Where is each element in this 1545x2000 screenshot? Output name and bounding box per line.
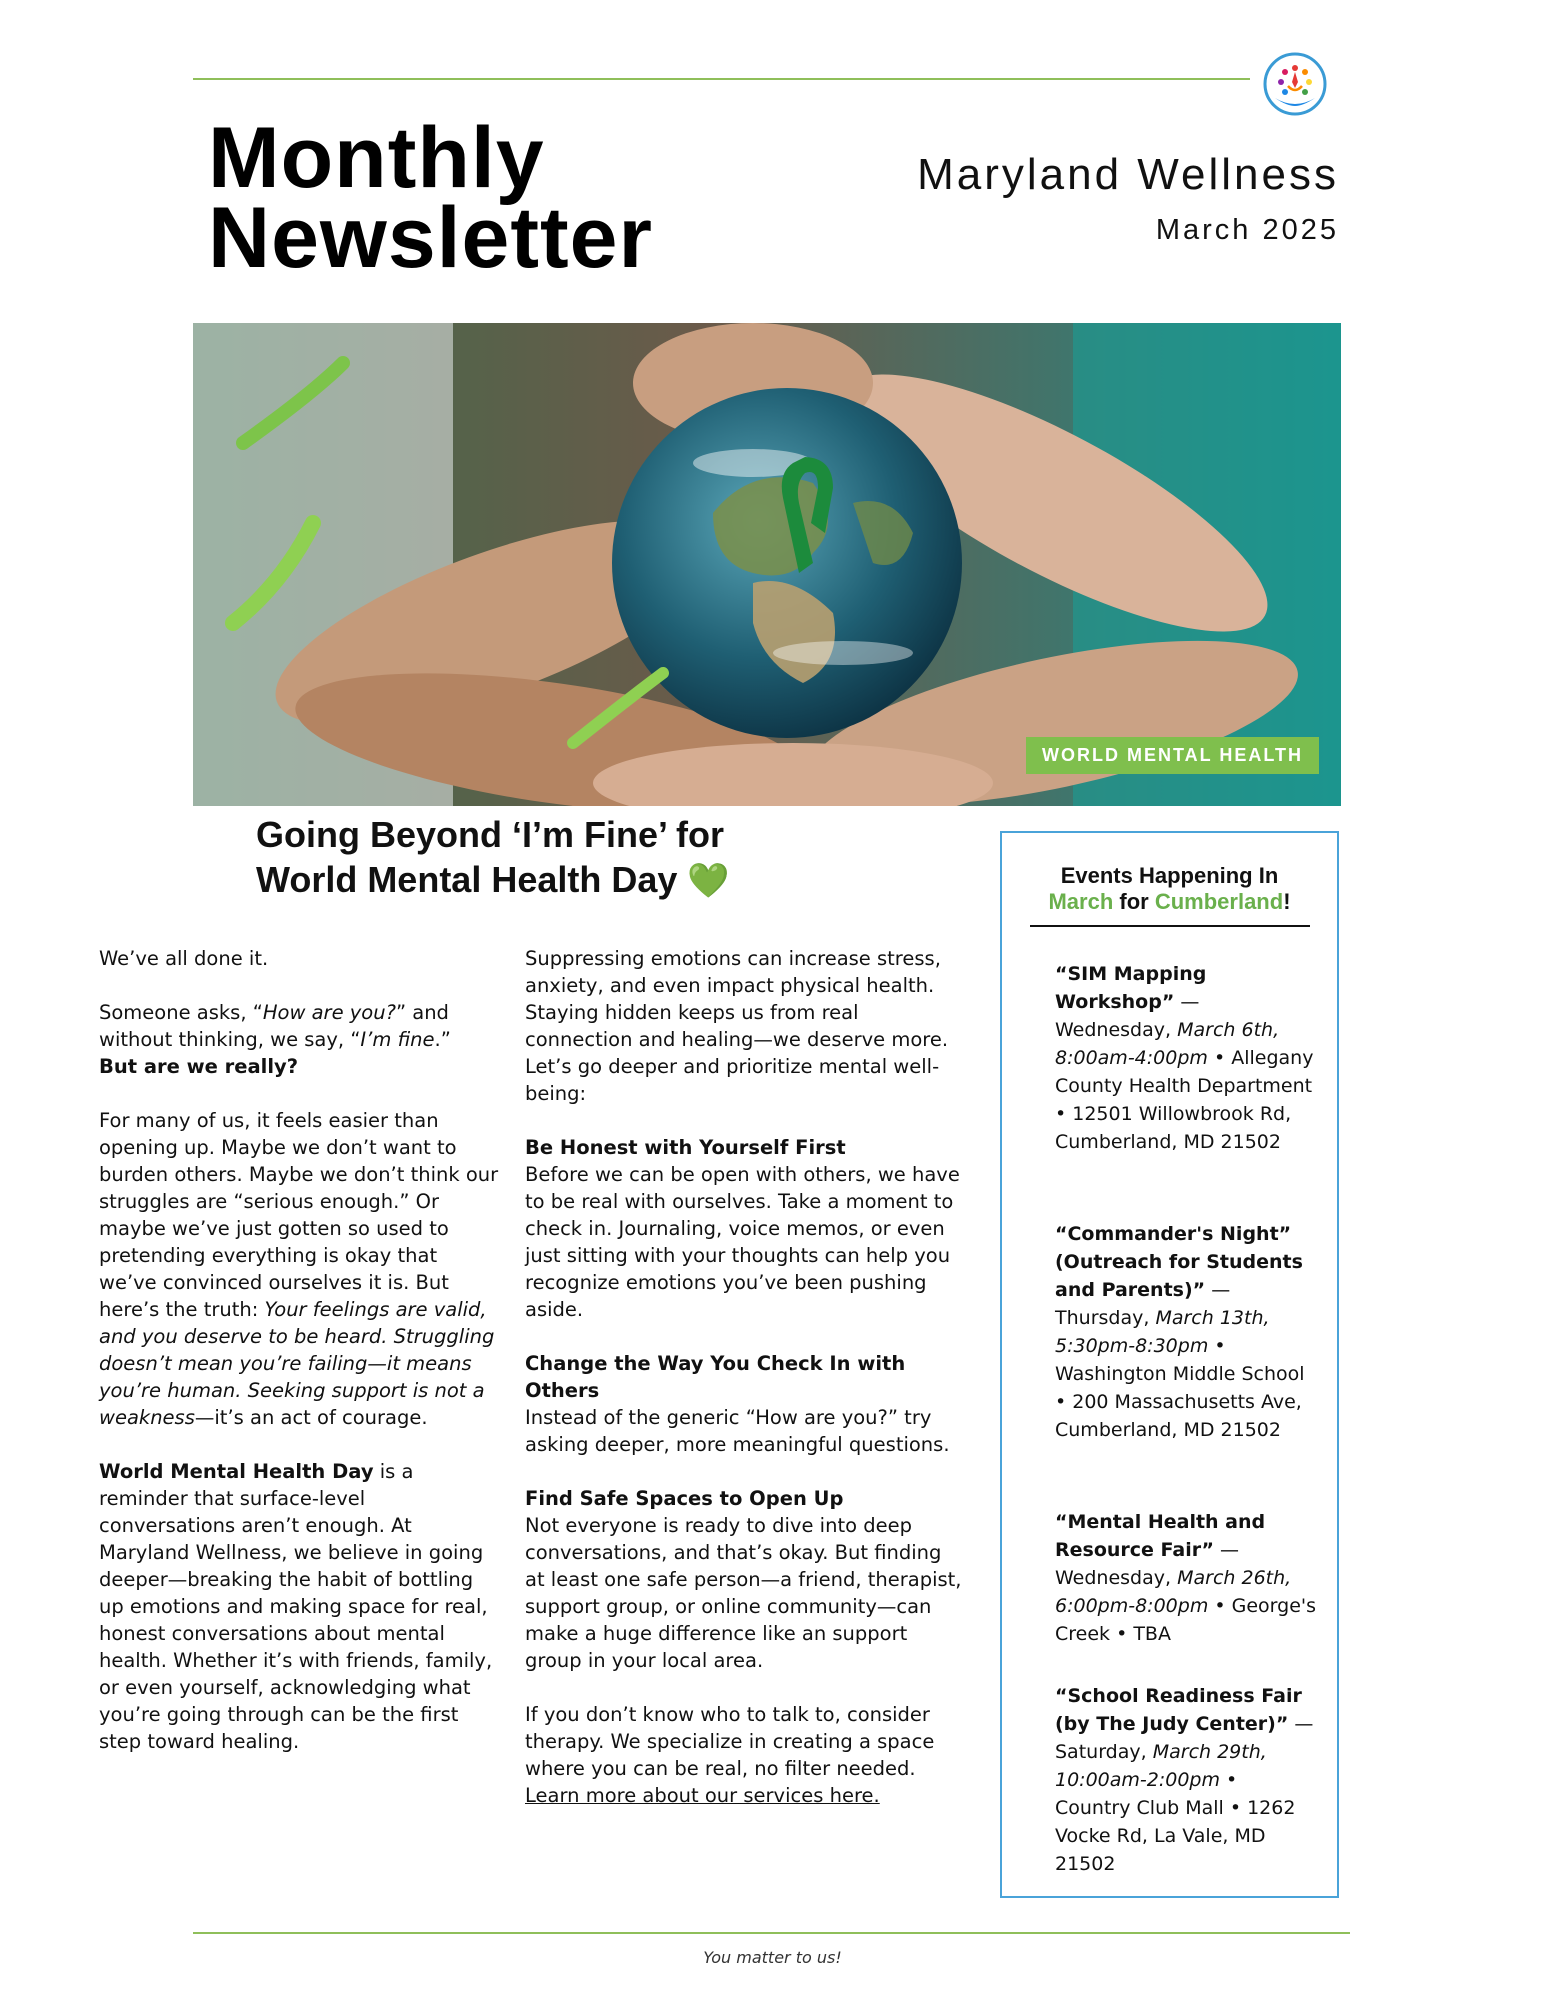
article-headline: [256, 812, 876, 904]
text: is a reminder that surface-level conversations aren’t enough. At Maryland Wellness, we believe in going deeper—breaking the habit of bottling up emotions and making space for real, honest conversations about mental health. Whether it’s with friends, family, or even yourself, acknowledging what you’re going through can be the first step toward healing.: [99, 1460, 493, 1753]
section-heading: Change the Way You Check In with Others: [525, 1352, 906, 1402]
text: !: [1283, 889, 1291, 914]
title-line-1: Monthly: [208, 110, 545, 206]
event-time: March 13th, 5:30pm-8:30pm: [1055, 1307, 1270, 1357]
event-time: March 26th, 6:00pm-8:00pm: [1055, 1567, 1292, 1617]
event-title: “SIM Mapping Workshop”: [1055, 963, 1207, 1013]
text: I’m fine: [360, 1028, 435, 1051]
organization-name: Maryland Wellness: [917, 150, 1339, 199]
section-heading: Find Safe Spaces to Open Up: [525, 1487, 844, 1510]
section-body: Before we can be open with others, we have to be real with ourselves. Take a moment to check in. Journaling, voice memos, or even just sitting with your thoughts can help you recognize emotions you’ve been pushing aside.: [525, 1163, 960, 1321]
text: Someone asks, “: [99, 1001, 263, 1024]
paragraph: [99, 1458, 499, 1755]
footer-tagline: You matter to us!: [703, 1948, 842, 1967]
text: for: [1113, 889, 1155, 914]
newsletter-title: [208, 110, 653, 286]
events-box: [1000, 831, 1339, 1898]
event-item: “Commander's Night” (Outreach for Students and Parents)” — Thursday, March 13th, 5:30pm-8:30pm • Washington Middle School • 200 Massachusetts Ave, Cumberland, MD 21502: [1055, 1223, 1305, 1441]
events-month: March: [1048, 889, 1114, 914]
title-line-2: Newsletter: [208, 190, 653, 286]
text: For many of us, it feels easier than opening up. Maybe we don’t want to burden others. Maybe we don’t think our struggles are “serious enough.” Or maybe we’ve just gotten so used to pretending everything is okay that we’ve convinced ourselves it is. But here’s the truth:: [99, 1109, 499, 1321]
event-location: Allegany County Health Department • 12501 Willowbrook Rd, Cumberland, MD 21502: [1055, 1047, 1314, 1153]
text: .”: [434, 1028, 451, 1051]
paragraph: We’ve all done it.: [99, 947, 269, 970]
logo-icon: [1263, 52, 1327, 116]
text: ” and without thinking, we say, “: [99, 1001, 449, 1051]
event-item: “School Readiness Fair (by The Judy Center)” — Saturday, March 29th, 10:00am-2:00pm • Country Club Mall • 1262 Vocke Rd, La Vale, MD 21502: [1055, 1685, 1314, 1875]
bottom-divider: [193, 1932, 1350, 1934]
paragraph: Suppressing emotions can increase stress, anxiety, and even impact physical health. Staying hidden keeps us from real connection and healing—we deserve more. Let’s go deeper and prioritize mental well-being:: [525, 947, 949, 1105]
event-location: Washington Middle School • 200 Massachusetts Ave, Cumberland, MD 21502: [1055, 1363, 1305, 1441]
paragraph: [99, 1107, 499, 1431]
event-time: March 6th, 8:00am-4:00pm: [1055, 1019, 1280, 1069]
events-divider: [1030, 925, 1310, 927]
hero-badge: WORLD MENTAL HEALTH: [1026, 737, 1319, 774]
event-day: Thursday: [1055, 1307, 1144, 1329]
section-body: Instead of the generic “How are you?” try asking deeper, more meaningful questions.: [525, 1406, 950, 1456]
event-title: “Mental Health and Resource Fair”: [1055, 1511, 1266, 1561]
paragraph: [525, 1701, 963, 1809]
text: Events Happening In: [1060, 863, 1279, 888]
headline-line-2: World Mental Health Day: [256, 859, 678, 900]
event-location: George's Creek • TBA: [1055, 1595, 1317, 1645]
section: [525, 1485, 963, 1674]
article-column-1: [99, 945, 499, 1782]
event-day: Saturday: [1055, 1741, 1141, 1763]
green-heart-icon: 💚: [687, 862, 730, 900]
services-link[interactable]: Learn more about our services here.: [525, 1784, 880, 1807]
event-title: “School Readiness Fair (by The Judy Center)”: [1055, 1685, 1302, 1735]
section-heading: Be Honest with Yourself First: [525, 1136, 846, 1159]
section-body: Not everyone is ready to dive into deep conversations, and that’s okay. But finding at least one safe person—a friend, therapist, support group, or online community—can make a huge difference like an support group in your local area.: [525, 1514, 962, 1672]
event-time: March 29th, 10:00am-2:00pm: [1055, 1741, 1267, 1791]
section: [525, 1134, 963, 1323]
event-item: “SIM Mapping Workshop” — Wednesday, March 6th, 8:00am-4:00pm • Allegany County Health Department • 12501 Willowbrook Rd, Cumberland, MD 21502: [1055, 963, 1314, 1153]
paragraph: [99, 999, 499, 1080]
article-column-2: [525, 945, 963, 1836]
hero-image: [193, 323, 1341, 806]
event-day: Wednesday: [1055, 1019, 1166, 1041]
bold-text: World Mental Health Day: [99, 1460, 374, 1483]
text: How are you?: [262, 1001, 396, 1024]
bold-question: But are we really?: [99, 1055, 299, 1078]
top-divider: [193, 78, 1250, 80]
event-day: Wednesday: [1055, 1567, 1166, 1589]
event-title: “Commander's Night” (Outreach for Students and Parents)”: [1055, 1223, 1303, 1301]
text: —it’s an act of courage.: [194, 1406, 428, 1429]
text: If you don’t know who to talk to, consider therapy. We specialize in creating a space where you can be real, no filter needed.: [525, 1703, 935, 1780]
globe-in-hands-illustration: [193, 323, 1341, 806]
italic-text: Your feelings are valid, and you deserve to be heard. Struggling doesn’t mean you’re failing—it means you’re human. Seeking support is not a weakness: [99, 1298, 495, 1429]
issue-date: March 2025: [1155, 214, 1339, 246]
section: [525, 1350, 963, 1458]
event-location: Country Club Mall • 1262 Vocke Rd, La Vale, MD 21502: [1055, 1797, 1296, 1875]
events-place: Cumberland: [1154, 889, 1284, 914]
event-item: “Mental Health and Resource Fair” — Wednesday, March 26th, 6:00pm-8:00pm • George's Creek • TBA: [1055, 1511, 1317, 1645]
events-title: [1002, 863, 1337, 915]
headline-line-1: Going Beyond ‘I’m Fine’ for: [256, 814, 725, 855]
